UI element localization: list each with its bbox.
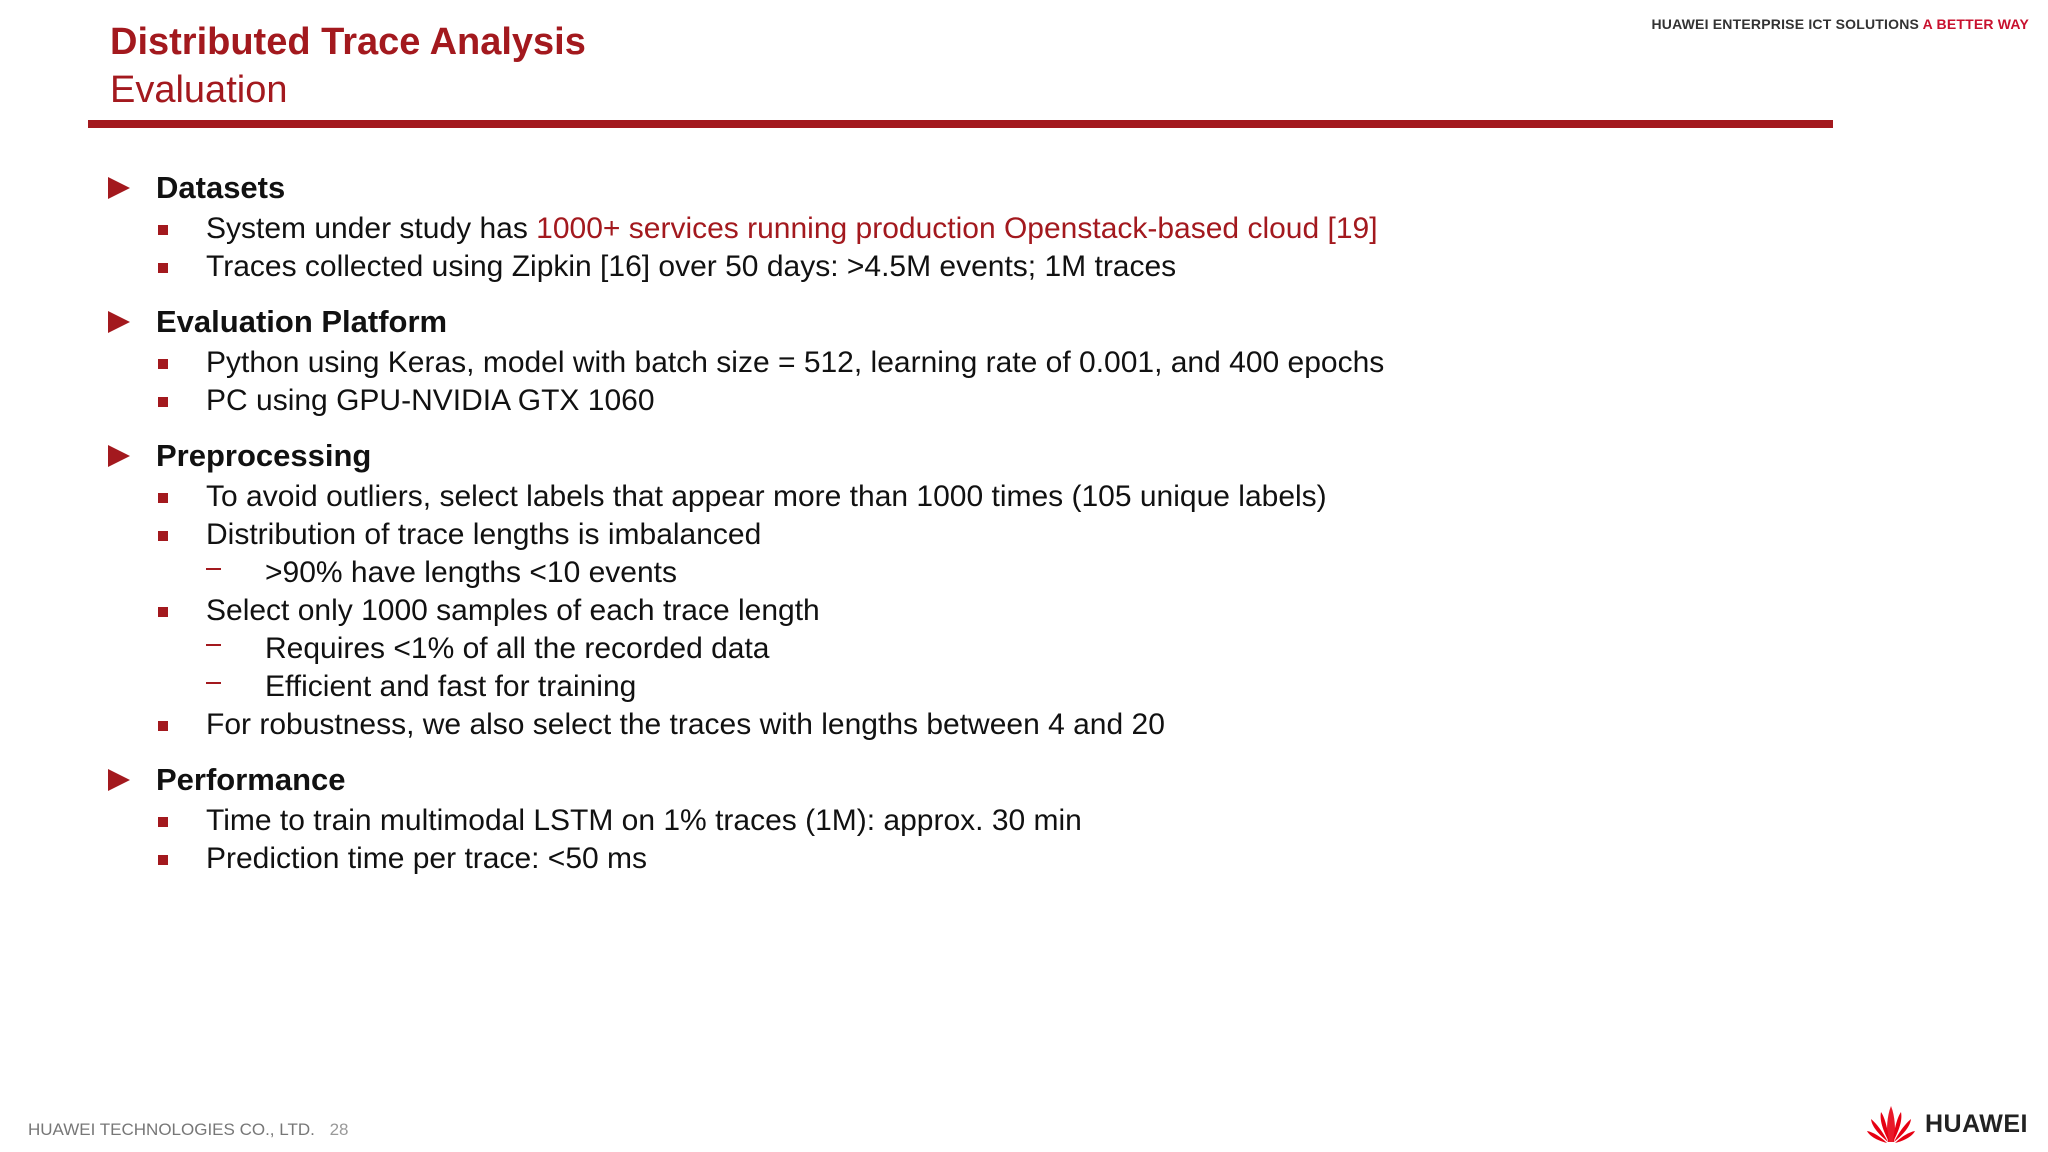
bullet-item <box>0 248 2048 286</box>
section-heading-text: Preprocessing <box>156 438 372 473</box>
tagline-accent: A BETTER WAY <box>1922 16 2029 32</box>
page-number: 28 <box>329 1120 349 1139</box>
section-heading-preprocessing <box>0 434 2048 478</box>
header-tagline <box>1651 16 2029 32</box>
bullet-text: PC using GPU-NVIDIA GTX 1060 <box>206 384 655 417</box>
square-bullet-icon <box>158 263 168 273</box>
bullet-item <box>0 344 2048 382</box>
tagline-main: HUAWEI ENTERPRISE ICT SOLUTIONS <box>1651 16 1920 32</box>
section-heading-evaluation-platform <box>0 300 2048 344</box>
huawei-logo <box>1865 1104 2028 1144</box>
sub-bullet-text: Requires <1% of all the recorded data <box>265 632 770 665</box>
triangle-bullet-icon <box>108 445 130 467</box>
bullet-text: For robustness, we also select the traces with lengths between 4 and 20 <box>206 708 1165 741</box>
sub-bullet-text: >90% have lengths <10 events <box>265 556 677 589</box>
triangle-bullet-icon <box>108 311 130 333</box>
bullet-content <box>0 160 2048 878</box>
dash-bullet-icon <box>206 644 221 646</box>
bullet-item <box>0 382 2048 420</box>
bullet-text <box>206 210 1378 248</box>
dash-bullet-icon <box>206 682 221 684</box>
square-bullet-icon <box>158 225 168 235</box>
square-bullet-icon <box>158 721 168 731</box>
bullet-item <box>0 840 2048 878</box>
triangle-bullet-icon <box>108 177 130 199</box>
square-bullet-icon <box>158 397 168 407</box>
square-bullet-icon <box>158 855 168 865</box>
slide-subtitle: Evaluation <box>110 69 288 111</box>
bullet-item <box>0 802 2048 840</box>
square-bullet-icon <box>158 817 168 827</box>
bullet-text-highlight: 1000+ services running production Openstack-based cloud [19] <box>536 212 1378 245</box>
section-heading-datasets <box>0 166 2048 210</box>
bullet-text: Select only 1000 samples of each trace length <box>206 594 820 627</box>
bullet-text: Prediction time per trace: <50 ms <box>206 842 648 875</box>
slide-title: Distributed Trace Analysis <box>110 21 586 63</box>
square-bullet-icon <box>158 359 168 369</box>
sub-bullet-item <box>0 668 2048 706</box>
sub-bullet-item <box>0 554 2048 592</box>
section-heading-text: Datasets <box>156 170 286 205</box>
bullet-item <box>0 478 2048 516</box>
title-divider <box>88 120 1833 128</box>
bullet-item <box>0 706 2048 744</box>
bullet-text: Traces collected using Zipkin [16] over 50 days: >4.5M events; 1M traces <box>206 250 1177 283</box>
section-heading-performance <box>0 758 2048 802</box>
footer <box>28 1120 349 1140</box>
bullet-text: To avoid outliers, select labels that appear more than 1000 times (105 unique labels) <box>206 480 1327 513</box>
section-heading-text: Performance <box>156 762 346 797</box>
bullet-item <box>0 516 2048 554</box>
bullet-text: Time to train multimodal LSTM on 1% traces (1M): approx. 30 min <box>206 804 1082 837</box>
footer-company: HUAWEI TECHNOLOGIES CO., LTD. <box>28 1120 315 1139</box>
dash-bullet-icon <box>206 568 221 570</box>
bullet-item <box>0 210 2048 248</box>
section-heading-text: Evaluation Platform <box>156 304 448 339</box>
bullet-text: Distribution of trace lengths is imbalanced <box>206 518 762 551</box>
square-bullet-icon <box>158 531 168 541</box>
bullet-text-prefix: System under study has <box>206 212 537 245</box>
sub-bullet-text: Efficient and fast for training <box>265 670 637 703</box>
sub-bullet-item <box>0 630 2048 668</box>
huawei-flower-logo-icon <box>1865 1104 1917 1144</box>
logo-wordmark: HUAWEI <box>1925 1109 2028 1138</box>
bullet-text: Python using Keras, model with batch size = 512, learning rate of 0.001, and 400 epochs <box>206 346 1385 379</box>
square-bullet-icon <box>158 607 168 617</box>
bullet-item <box>0 592 2048 630</box>
triangle-bullet-icon <box>108 769 130 791</box>
square-bullet-icon <box>158 493 168 503</box>
